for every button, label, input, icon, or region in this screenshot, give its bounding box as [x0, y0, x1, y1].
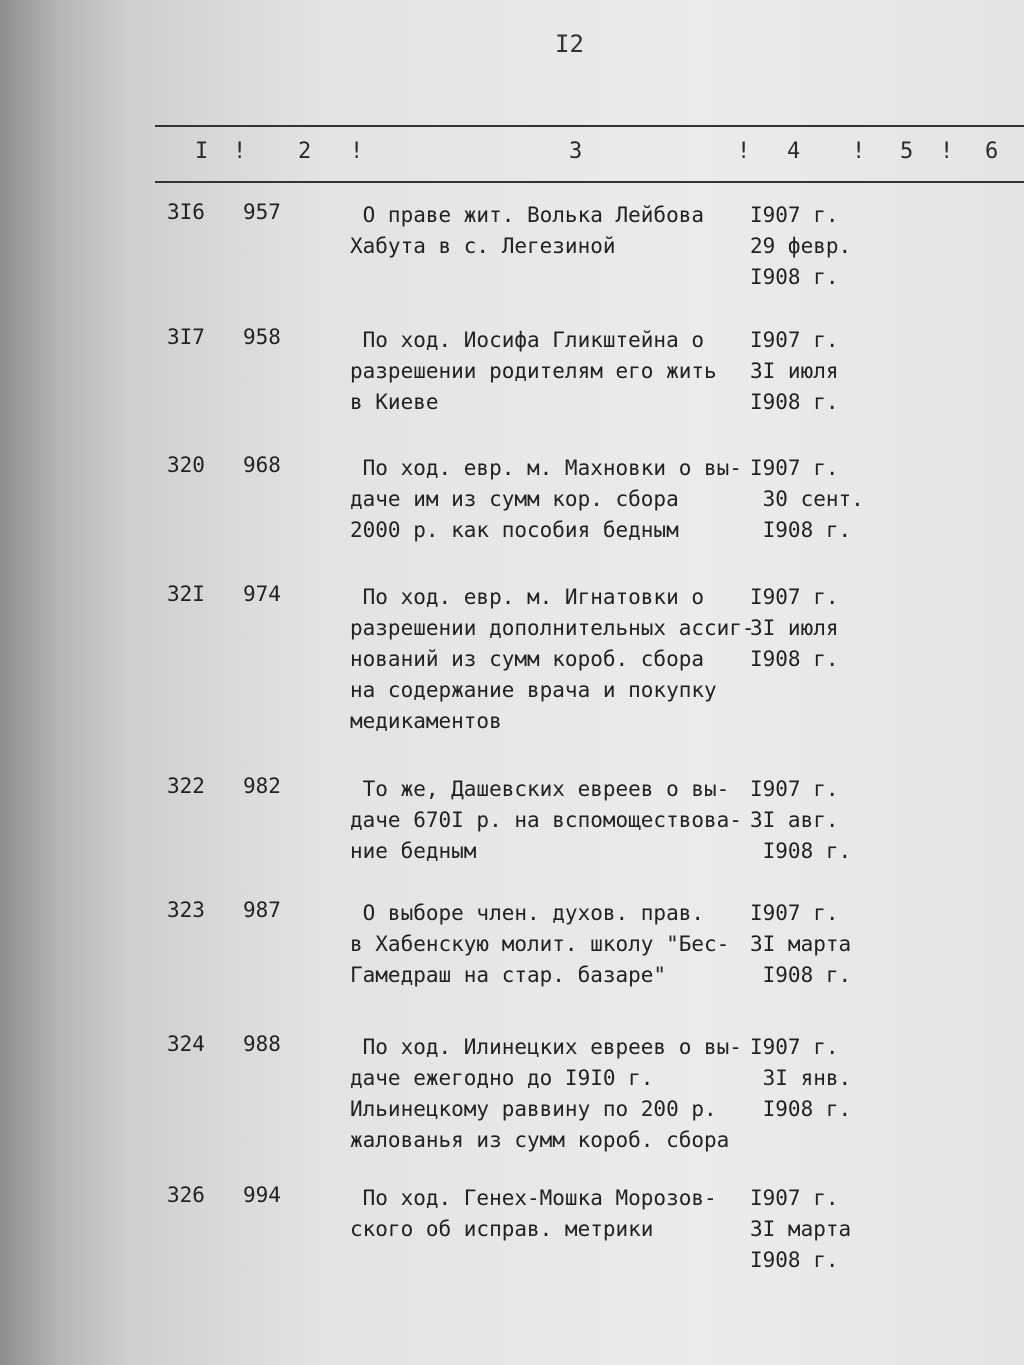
description-line: на содержание врача и покупку: [350, 678, 717, 702]
description-line: О праве жит. Волька Лейбова: [350, 203, 705, 227]
description-line: По ход. евр. м. Махновки о вы-: [350, 456, 742, 480]
date-line: I907 г.: [750, 1035, 839, 1059]
date-line: I907 г.: [750, 777, 839, 801]
description-line: Ильинецкому раввину по 200 р.: [350, 1097, 717, 1121]
description-line: По ход. Генех-Мошка Морозов-: [350, 1186, 717, 1210]
date-line: 3I марта: [750, 1217, 852, 1241]
description-line: По ход. Илинецких евреев о вы-: [350, 1035, 742, 1059]
reference-number: 974: [243, 582, 281, 606]
description-cell: [350, 325, 750, 418]
description-cell: [350, 1032, 750, 1156]
date-line: I907 г.: [750, 328, 839, 352]
date-line: I907 г.: [750, 901, 839, 925]
date-line: I907 г.: [750, 1186, 839, 1210]
description-line: даче им из сумм кор. сбора: [350, 487, 679, 511]
header-col-6: 6: [985, 139, 999, 164]
description-line: По ход. евр. м. Игнатовки о: [350, 585, 705, 609]
description-line: 2000 р. как пособия бедным: [350, 518, 679, 542]
header-separator: !: [737, 139, 751, 164]
header-col-5: 5: [900, 139, 914, 164]
description-cell: [350, 200, 750, 262]
dates-cell: [750, 898, 851, 991]
header-separator: !: [233, 139, 247, 164]
dates-cell: [750, 582, 839, 675]
description-line: даче 670I р. на вспомоществова-: [350, 808, 742, 832]
header-separator: !: [940, 139, 954, 164]
header-col-1: I: [195, 139, 209, 164]
description-line: Хабута в с. Легезиной: [350, 234, 616, 258]
date-line: 29 февр.: [750, 234, 852, 258]
table-header: [155, 125, 1024, 183]
reference-number: 987: [243, 898, 281, 922]
header-col-2: 2: [298, 139, 312, 164]
dates-cell: [750, 774, 851, 867]
record-number: 3I7: [167, 325, 205, 349]
record-number: 32I: [167, 582, 205, 606]
date-line: I907 г.: [750, 203, 839, 227]
date-line: I908 г.: [750, 647, 839, 671]
date-line: I907 г.: [750, 585, 839, 609]
page-number: I2: [555, 30, 584, 58]
description-cell: [350, 453, 750, 546]
date-line: I908 г.: [750, 390, 839, 414]
date-line: I908 г.: [750, 839, 852, 863]
reference-number: 988: [243, 1032, 281, 1056]
dates-cell: [750, 1032, 851, 1125]
description-cell: [350, 898, 750, 991]
description-line: То же, Дашевских евреев о вы-: [350, 777, 730, 801]
description-line: медикаментов: [350, 709, 502, 733]
description-line: ского об исправ. метрики: [350, 1217, 654, 1241]
date-line: I908 г.: [750, 1097, 852, 1121]
date-line: 3I июля: [750, 616, 839, 640]
bleed-through-margin: [0, 0, 150, 1365]
reference-number: 958: [243, 325, 281, 349]
record-number: 3I6: [167, 200, 205, 224]
date-line: I908 г.: [750, 1248, 839, 1272]
description-line: нований из сумм короб. сбора: [350, 647, 705, 671]
description-line: разрешении дополнительных ассиг-: [350, 616, 755, 640]
description-line: По ход. Иосифа Гликштейна о: [350, 328, 705, 352]
record-number: 323: [167, 898, 205, 922]
date-line: 30 сент.: [750, 487, 864, 511]
date-line: I907 г.: [750, 456, 839, 480]
dates-cell: [750, 325, 839, 418]
reference-number: 957: [243, 200, 281, 224]
date-line: 3I июля: [750, 359, 839, 383]
reference-number: 994: [243, 1183, 281, 1207]
description-line: Гамедраш на стар. базаре": [350, 963, 667, 987]
description-line: жалованья из сумм короб. сбора: [350, 1128, 730, 1152]
date-line: I908 г.: [750, 963, 852, 987]
description-line: ние бедным: [350, 839, 477, 863]
header-separator: !: [852, 139, 866, 164]
header-separator: !: [350, 139, 364, 164]
reference-number: 968: [243, 453, 281, 477]
record-number: 320: [167, 453, 205, 477]
description-line: в Хабенскую молит. школу "Бес-: [350, 932, 730, 956]
date-line: I908 г.: [750, 265, 839, 289]
dates-cell: [750, 1183, 851, 1276]
description-cell: [350, 774, 750, 867]
record-number: 324: [167, 1032, 205, 1056]
record-number: 322: [167, 774, 205, 798]
date-line: 3I авг.: [750, 808, 839, 832]
dates-cell: [750, 200, 851, 293]
description-line: разрешении родителям его жить: [350, 359, 717, 383]
description-line: даче ежегодно до I9I0 г.: [350, 1066, 654, 1090]
description-line: в Киеве: [350, 390, 439, 414]
header-col-3: 3: [569, 139, 583, 164]
description-cell: [350, 1183, 750, 1245]
dates-cell: [750, 453, 864, 546]
description-cell: [350, 582, 755, 737]
description-line: О выборе член. духов. прав.: [350, 901, 705, 925]
date-line: I908 г.: [750, 518, 852, 542]
record-number: 326: [167, 1183, 205, 1207]
header-col-4: 4: [787, 139, 801, 164]
date-line: 3I марта: [750, 932, 852, 956]
reference-number: 982: [243, 774, 281, 798]
date-line: 3I янв.: [750, 1066, 852, 1090]
